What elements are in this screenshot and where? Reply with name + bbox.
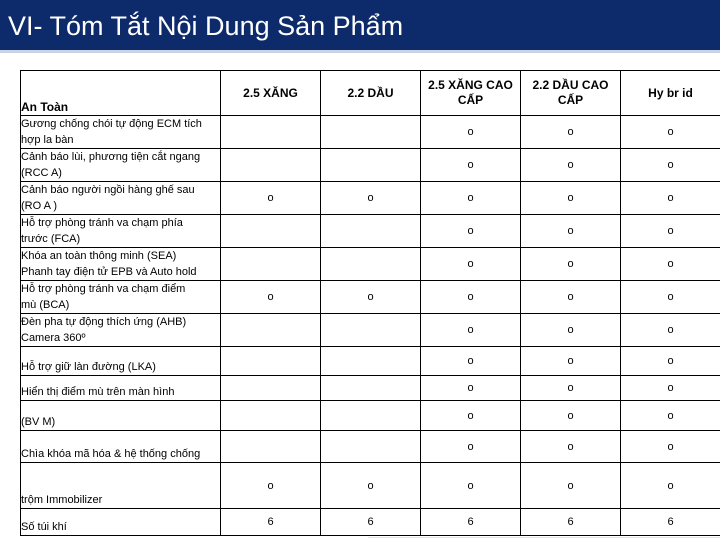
feature-label	[21, 509, 221, 536]
feature-value-cell: o	[321, 281, 421, 314]
feature-value-cell: o	[521, 215, 621, 248]
feature-label-line: (BV M)	[21, 416, 56, 428]
feature-value-cell: o	[621, 376, 720, 401]
feature-value-cell	[221, 376, 321, 401]
table-row	[21, 281, 720, 314]
table-row	[21, 182, 720, 215]
feature-label-line: Gương chống chói tự động ECM tích	[21, 118, 202, 130]
column-header-25-petrol: 2.5 XĂNG	[221, 71, 321, 116]
feature-label-line: Hỗ trợ phòng tránh va chạm phía	[21, 217, 183, 229]
feature-label-line: Phanh tay điện tử EPB và Auto hold	[21, 266, 197, 278]
feature-value-cell	[321, 376, 421, 401]
safety-spec-table	[20, 70, 720, 536]
table-row	[21, 248, 720, 281]
feature-label	[21, 347, 221, 376]
feature-label-line: Hỗ trợ giữ làn đường (LKA)	[21, 361, 156, 373]
table-row	[21, 149, 720, 182]
feature-value-cell: o	[421, 248, 521, 281]
feature-value-cell: o	[421, 431, 521, 463]
feature-value-cell: o	[321, 182, 421, 215]
feature-value-cell: o	[621, 347, 720, 376]
feature-value-cell: o	[421, 347, 521, 376]
feature-label	[21, 401, 221, 431]
feature-value-cell: o	[321, 463, 421, 509]
feature-value-cell	[321, 401, 421, 431]
feature-value-cell: o	[221, 281, 321, 314]
column-header-safety: An Toàn	[21, 71, 221, 116]
feature-value-cell	[321, 347, 421, 376]
feature-label-line: (RO A )	[21, 200, 58, 212]
feature-value-cell: o	[621, 116, 720, 149]
table-row	[21, 431, 720, 463]
feature-value-cell	[221, 248, 321, 281]
column-header-22-diesel: 2.2 DẦU	[321, 71, 421, 116]
feature-value-cell: o	[621, 182, 720, 215]
table-row	[21, 314, 720, 347]
table-row	[21, 401, 720, 431]
feature-value-cell: o	[621, 149, 720, 182]
feature-value-cell	[321, 149, 421, 182]
feature-value-cell: o	[521, 248, 621, 281]
feature-value-cell	[321, 431, 421, 463]
feature-value-cell: o	[221, 463, 321, 509]
feature-label-line: Số túi khí	[21, 521, 67, 533]
feature-label-line: Khóa an toàn thông minh (SEA)	[21, 250, 177, 262]
column-header-22-diesel-premium: 2.2 DẦU CAO CẤP	[521, 71, 621, 116]
feature-value-cell: o	[521, 401, 621, 431]
table-row	[21, 116, 720, 149]
feature-value-cell: o	[621, 281, 720, 314]
feature-value-cell: 6	[221, 509, 321, 536]
feature-label-line: mù (BCA)	[21, 299, 70, 311]
feature-label	[21, 149, 221, 182]
table-row	[21, 376, 720, 401]
feature-value-cell: o	[621, 215, 720, 248]
feature-value-cell: 6	[521, 509, 621, 536]
feature-label-line: Camera 360º	[21, 332, 86, 344]
feature-value-cell: o	[521, 347, 621, 376]
feature-value-cell: o	[621, 314, 720, 347]
feature-value-cell	[321, 116, 421, 149]
feature-value-cell: o	[421, 116, 521, 149]
feature-value-cell: o	[621, 248, 720, 281]
table-header-row	[21, 71, 720, 116]
column-header-25-petrol-premium: 2.5 XĂNG CAO CẤP	[421, 71, 521, 116]
feature-label	[21, 182, 221, 215]
feature-label-line: trộm Immobilizer	[21, 494, 103, 506]
feature-label	[21, 248, 221, 281]
feature-value-cell	[321, 314, 421, 347]
feature-value-cell: o	[421, 314, 521, 347]
feature-value-cell: o	[521, 149, 621, 182]
feature-value-cell: o	[421, 149, 521, 182]
feature-label-line: Chìa khóa mã hóa & hệ thống chống	[21, 448, 201, 460]
feature-value-cell: o	[421, 281, 521, 314]
feature-label	[21, 431, 221, 463]
feature-value-cell: o	[521, 182, 621, 215]
feature-label-line: (RCC A)	[21, 167, 62, 179]
feature-value-cell	[221, 215, 321, 248]
feature-label-line: trước (FCA)	[21, 233, 81, 245]
feature-label	[21, 116, 221, 149]
feature-value-cell	[221, 314, 321, 347]
slide-header	[0, 0, 720, 53]
slide-title: VI- Tóm Tắt Nội Dung Sản Phẩm	[8, 11, 404, 41]
table-row	[21, 347, 720, 376]
feature-label	[21, 281, 221, 314]
feature-value-cell: o	[521, 431, 621, 463]
feature-value-cell: o	[421, 401, 521, 431]
column-header-hybrid: Hy br id	[621, 71, 720, 116]
feature-value-cell: o	[621, 463, 720, 509]
feature-label-line: Hiển thị điểm mù trên màn hình	[21, 386, 175, 398]
feature-value-cell: o	[421, 182, 521, 215]
feature-value-cell	[221, 116, 321, 149]
table-row	[21, 463, 720, 509]
feature-label-line: Cảnh báo người ngồi hàng ghế sau	[21, 184, 195, 196]
feature-value-cell: o	[421, 463, 521, 509]
feature-value-cell	[221, 401, 321, 431]
feature-value-cell: o	[521, 116, 621, 149]
feature-value-cell: o	[521, 463, 621, 509]
feature-value-cell: o	[621, 401, 720, 431]
feature-value-cell: o	[621, 431, 720, 463]
feature-label-line: hợp la bàn	[21, 134, 74, 146]
feature-label	[21, 376, 221, 401]
feature-value-cell	[221, 149, 321, 182]
feature-value-cell: o	[421, 376, 521, 401]
feature-label	[21, 215, 221, 248]
feature-value-cell	[321, 248, 421, 281]
feature-value-cell: o	[521, 376, 621, 401]
feature-value-cell: o	[421, 215, 521, 248]
feature-label-line: Đèn pha tự động thích ứng (AHB)	[21, 316, 187, 328]
feature-value-cell: 6	[621, 509, 720, 536]
feature-label-line: Hỗ trợ phòng tránh va chạm điểm	[21, 283, 186, 295]
feature-value-cell	[221, 431, 321, 463]
feature-value-cell: o	[521, 281, 621, 314]
feature-value-cell	[221, 347, 321, 376]
feature-label	[21, 463, 221, 509]
table-row	[21, 509, 720, 536]
footer-divider	[368, 537, 720, 538]
feature-value-cell: o	[221, 182, 321, 215]
feature-value-cell: 6	[321, 509, 421, 536]
feature-label	[21, 314, 221, 347]
table-row	[21, 215, 720, 248]
feature-label-line: Cảnh báo lùi, phương tiện cắt ngang	[21, 151, 201, 163]
feature-value-cell: 6	[421, 509, 521, 536]
feature-value-cell	[321, 215, 421, 248]
feature-value-cell: o	[521, 314, 621, 347]
